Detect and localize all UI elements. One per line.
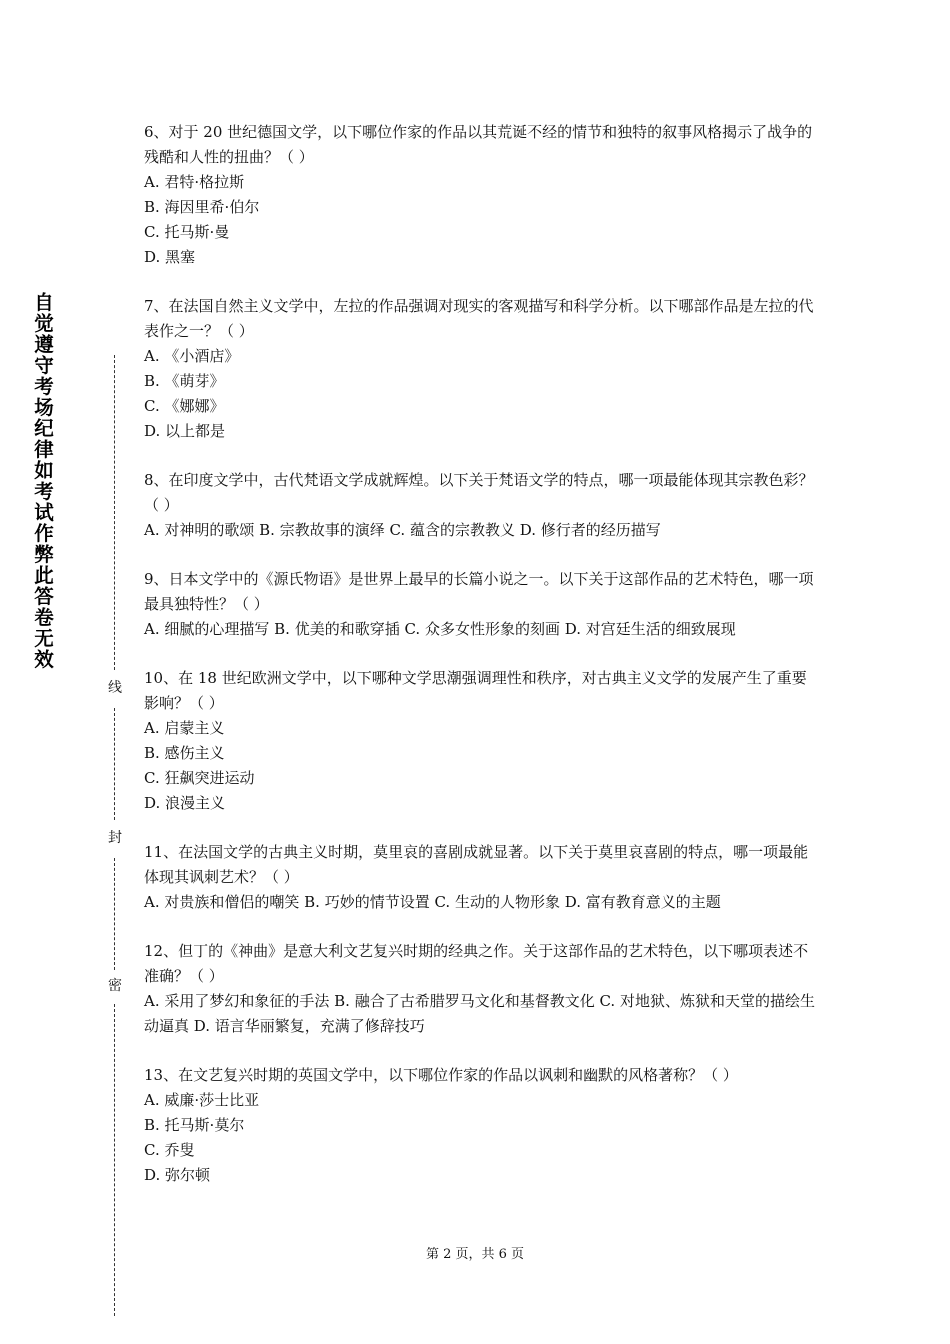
options-line: A. 细腻的心理描写 B. 优美的和歌穿插 C. 众多女性形象的刻画 D. 对宫廷生活的细致展现 — [144, 620, 736, 638]
question-12 — [144, 939, 816, 1039]
question-text: 8、在印度文学中，古代梵语文学成就辉煌。以下关于梵语文学的特点，哪一项最能体现其宗教色彩？（ ） — [144, 471, 814, 514]
question-text: 12、但丁的《神曲》是意大利文艺复兴时期的经典之作。关于这部作品的艺术特色，以下哪项表述不准确？（ ） — [144, 942, 809, 985]
question-text: 13、在文艺复兴时期的英国文学中，以下哪位作家的作品以讽刺和幽默的风格著称？（ ） — [144, 1066, 738, 1084]
page-footer: 第 2 页，共 6 页 — [425, 1247, 525, 1262]
option-b: B. 海因里希·伯尔 — [144, 198, 260, 216]
binding-label-sealed: 密 — [108, 978, 122, 994]
question-11 — [144, 840, 816, 915]
options-line: A. 对贵族和僧侣的嘲笑 B. 巧妙的情节设置 C. 生动的人物形象 D. 富有教育意义的主题 — [144, 893, 721, 911]
question-9 — [144, 567, 816, 642]
binding-dashed-line — [114, 708, 115, 820]
question-13 — [144, 1063, 816, 1188]
option-a: A. 启蒙主义 — [144, 719, 225, 737]
question-list — [144, 120, 816, 1212]
option-c: C. 托马斯·曼 — [144, 223, 230, 241]
question-text: 9、日本文学中的《源氏物语》是世界上最早的长篇小说之一。以下关于这部作品的艺术特色，哪一项最具独特性？（ ） — [144, 570, 814, 613]
question-10 — [144, 666, 816, 816]
option-d: D. 以上都是 — [144, 422, 226, 440]
option-d: D. 浪漫主义 — [144, 794, 226, 812]
question-8 — [144, 468, 816, 543]
question-text: 11、在法国文学的古典主义时期，莫里哀的喜剧成就显著。以下关于莫里哀喜剧的特点，哪一项最能体现其讽刺艺术？（ ） — [144, 843, 809, 886]
option-a: A. 《小酒店》 — [144, 347, 240, 365]
option-b: B. 《萌芽》 — [144, 372, 225, 390]
binding-dashed-line — [114, 858, 115, 970]
option-b: B. 感伤主义 — [144, 744, 225, 762]
binding-dashed-line — [114, 1004, 115, 1316]
option-b: B. 托马斯·莫尔 — [144, 1116, 245, 1134]
option-d: D. 黑塞 — [144, 248, 196, 266]
binding-label-seal: 封 — [108, 830, 122, 846]
options-line: A. 对神明的歌颂 B. 宗教故事的演绎 C. 蕴含的宗教教义 D. 修行者的经历描写 — [144, 521, 661, 539]
option-c: C. 《娜娜》 — [144, 397, 225, 415]
binding-label-line: 线 — [108, 680, 122, 696]
options-line: A. 采用了梦幻和象征的手法 B. 融合了古希腊罗马文化和基督教文化 C. 对地狱、炼狱和天堂的描绘生动逼真 D. 语言华丽繁复，充满了修辞技巧 — [144, 992, 815, 1035]
question-6 — [144, 120, 816, 270]
option-d: D. 弥尔顿 — [144, 1166, 211, 1184]
exam-discipline-warning: 自 觉 遵 守 考 场 纪 律 如 考 试 作 弊 此 答 卷 无 效 — [34, 291, 54, 671]
binding-dashed-line — [114, 355, 115, 670]
option-c: C. 狂飙突进运动 — [144, 769, 255, 787]
option-c: C. 乔叟 — [144, 1141, 195, 1159]
question-7 — [144, 294, 816, 444]
question-text: 7、在法国自然主义文学中，左拉的作品强调对现实的客观描写和科学分析。以下哪部作品是左拉的代表作之一？（ ） — [144, 297, 814, 340]
option-a: A. 君特·格拉斯 — [144, 173, 245, 191]
question-text: 6、对于 20 世纪德国文学，以下哪位作家的作品以其荒诞不经的情节和独特的叙事风格揭示了战争的残酷和人性的扭曲？（ ） — [144, 123, 813, 166]
option-a: A. 威廉·莎士比亚 — [144, 1091, 260, 1109]
question-text: 10、在 18 世纪欧洲文学中，以下哪种文学思潮强调理性和秩序，对古典主义文学的发展产生了重要影响？（ ） — [144, 669, 807, 712]
